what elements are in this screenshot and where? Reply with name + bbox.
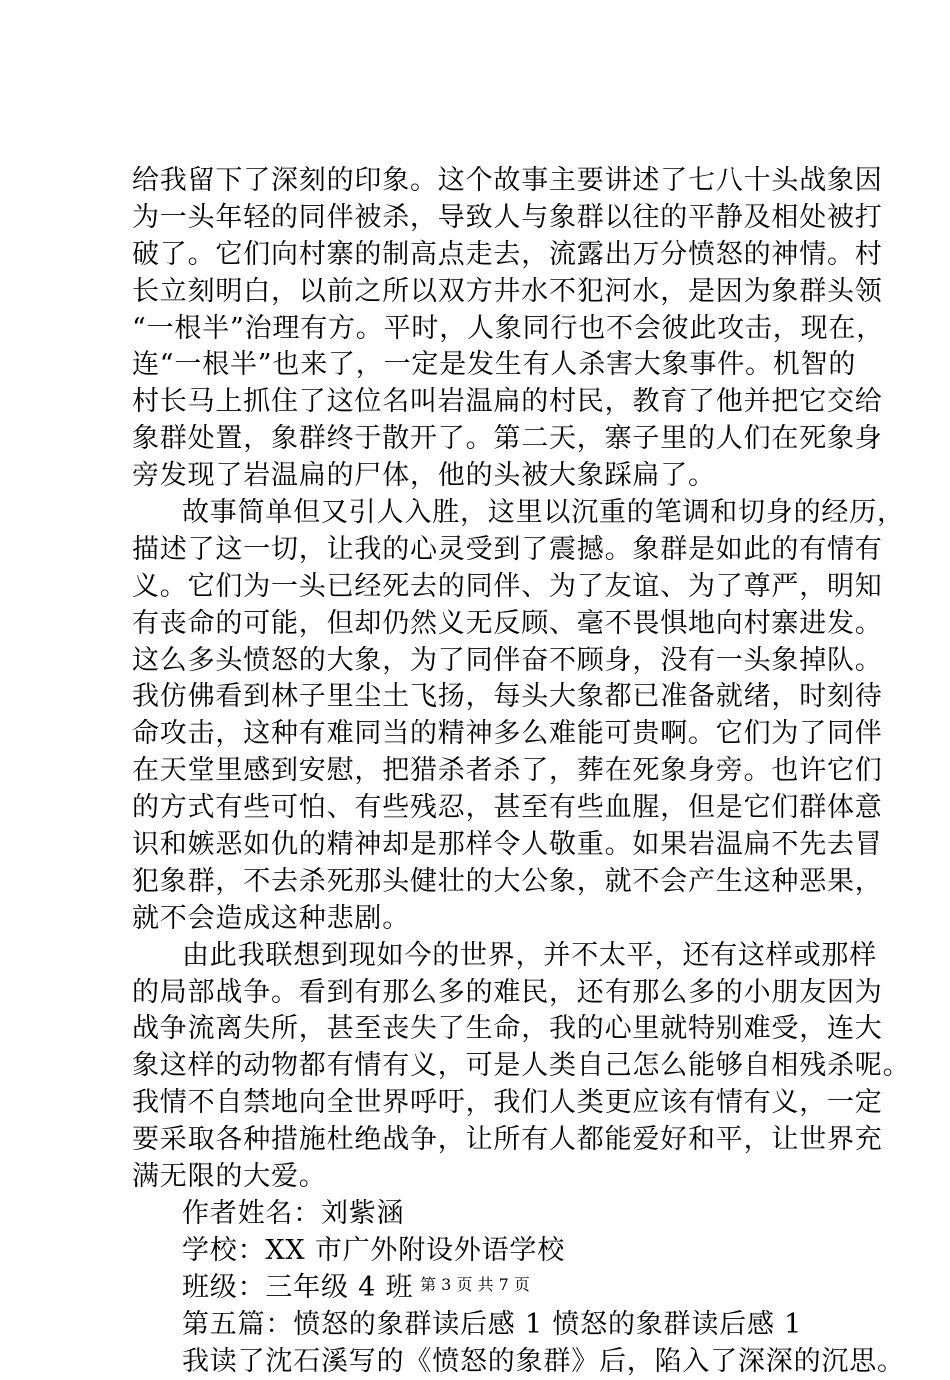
text-line: 在天堂里感到安慰，把猎杀者杀了，葬在死象身旁。也许它们 [132, 753, 852, 790]
text-line: “一根半”治理有方。平时，人象同行也不会彼此攻击，现在， [132, 311, 852, 348]
text-line: 破了。它们向村寨的制高点走去，流露出万分愤怒的神情。村 [132, 237, 852, 274]
text-line: 满无限的大爱。 [132, 1159, 852, 1196]
text-line: 象这样的动物都有情有义，可是人类自己怎么能够自相残杀呢。 [132, 1048, 852, 1085]
body-text [132, 163, 852, 1380]
text-line: 就不会造成这种悲剧。 [132, 901, 852, 938]
text-line: 给我留下了深刻的印象。这个故事主要讲述了七八十头战象因 [132, 163, 852, 200]
text-line: 作者姓名：刘紫涵 [132, 1196, 852, 1233]
text-line: 象群处置，象群终于散开了。第二天，寨子里的人们在死象身 [132, 421, 852, 458]
text-line: 这么多头愤怒的大象，为了同伴奋不顾身，没有一头象掉队。 [132, 643, 852, 680]
text-line: 学校：XX 市广外附设外语学校 [132, 1233, 852, 1270]
text-line: 识和嫉恶如仇的精神却是那样令人敬重。如果岩温扁不先去冒 [132, 827, 852, 864]
text-line: 的方式有些可怕、有些残忍，甚至有些血腥，但是它们群体意 [132, 790, 852, 827]
text-line: 我读了沈石溪写的《愤怒的象群》后，陷入了深深的沉思。 [132, 1344, 852, 1380]
text-line: 由此我联想到现如今的世界，并不太平，还有这样或那样 [132, 938, 852, 975]
text-line: 命攻击，这种有难同当的精神多么难能可贵啊。它们为了同伴 [132, 716, 852, 753]
text-line: 村长马上抓住了这位名叫岩温扁的村民，教育了他并把它交给 [132, 384, 852, 421]
text-line: 我情不自禁地向全世界呼吁，我们人类更应该有情有义，一定 [132, 1085, 852, 1122]
text-line: 战争流离失所，甚至丧失了生命，我的心里就特别难受，连大 [132, 1011, 852, 1048]
text-line: 连“一根半”也来了，一定是发生有人杀害大象事件。机智的 [132, 347, 852, 384]
text-line: 犯象群，不去杀死那头健壮的大公象，就不会产生这种恶果， [132, 864, 852, 901]
text-line: 我仿佛看到林子里尘土飞扬，每头大象都已准备就绪，时刻待 [132, 679, 852, 716]
text-line: 的局部战争。看到有那么多的难民，还有那么多的小朋友因为 [132, 975, 852, 1012]
text-line: 为一头年轻的同伴被杀，导致人与象群以往的平静及相处被打 [132, 200, 852, 237]
text-line: 要采取各种措施杜绝战争，让所有人都能爱好和平，让世界充 [132, 1122, 852, 1159]
text-line: 描述了这一切，让我的心灵受到了震撼。象群是如此的有情有 [132, 532, 852, 569]
text-line: 长立刻明白，以前之所以双方井水不犯河水，是因为象群头领 [132, 274, 852, 311]
text-line: 第五篇：愤怒的象群读后感 1 愤怒的象群读后感 1 [132, 1307, 852, 1344]
text-line: 有丧命的可能，但却仍然义无反顾、毫不畏惧地向村寨进发。 [132, 606, 852, 643]
text-line: 义。它们为一头已经死去的同伴、为了友谊、为了尊严，明知 [132, 569, 852, 606]
page-footer: 第 3 页 共 7 页 [0, 1272, 950, 1295]
text-line: 班级：三年级 4 班 [132, 1270, 852, 1307]
text-line: 旁发现了岩温扁的尸体，他的头被大象踩扁了。 [132, 458, 852, 495]
text-line: 故事简单但又引人入胜，这里以沉重的笔调和切身的经历， [132, 495, 852, 532]
